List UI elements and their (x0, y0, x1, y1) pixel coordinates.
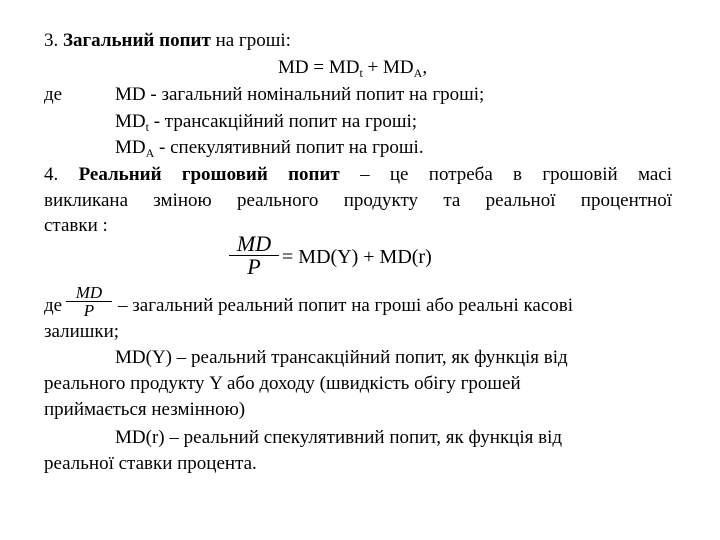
definition-mdt-sub: t (145, 120, 149, 134)
definition-real-demand: – загальний реальний попит на гроші або реальні касові (118, 295, 574, 316)
definition-mdy-line-2: реального продукту Y або доходу (швидкість обігу грошей (44, 373, 521, 394)
inline-fraction (66, 284, 112, 319)
definition-mdt (115, 110, 417, 134)
formula-md-total (278, 56, 427, 80)
section-4-line-3: ставки : (44, 215, 108, 236)
section-3-heading (44, 29, 291, 53)
section-4-title: Реальний грошовий попит (78, 164, 340, 185)
inline-fraction-denominator: P (83, 301, 95, 320)
section-4-line-2: викликана зміною реального продукту та реальної процентної (44, 190, 672, 211)
definition-mdt-prefix: MD (115, 111, 146, 132)
formula-real-fraction (229, 233, 279, 278)
where-label-2: де (44, 295, 63, 316)
definition-md: MD - загальний номінальний попит на гроші; (115, 84, 485, 105)
definition-mdr-line-2: реальної ставки процента. (44, 453, 257, 474)
definition-mdt-text: - трансакційний попит на гроші; (148, 111, 418, 132)
inline-fraction-numerator: MD (75, 283, 103, 302)
section-3-title: Загальний попит (63, 30, 211, 51)
definition-mda (115, 136, 424, 160)
definition-mda-sub: A (145, 146, 155, 160)
section-4-number: 4. (44, 164, 59, 185)
section-3-number: 3. (44, 30, 59, 51)
where-label-1: де (44, 84, 63, 105)
definition-mda-prefix: MD (115, 137, 146, 158)
formula-md-lhs: MD = MD (278, 57, 360, 78)
definition-mdy-line-3: приймається незмінною) (44, 399, 246, 420)
section-3-title-rest: на гроші: (215, 30, 291, 51)
formula-md-plus: + MD (362, 57, 414, 78)
section-4-line-1 (44, 163, 672, 187)
section-4-line-1-rest: – це потреба в грошовій масі (360, 164, 673, 185)
fraction-numerator: MD (236, 231, 272, 256)
definition-real-demand-cont: залишки; (44, 321, 120, 342)
formula-sub-a: A (413, 66, 423, 80)
definition-mdr-line-1: MD(r) – реальний спекулятивний попит, як функція від (115, 427, 563, 448)
formula-comma: , (422, 57, 428, 78)
formula-sub-t: t (359, 66, 363, 80)
fraction-denominator: P (247, 254, 261, 279)
formula-real-rhs: = MD(Y) + MD(r) (282, 246, 432, 268)
definition-mda-text: - спекулятивний попит на гроші. (154, 137, 424, 158)
definition-mdy-line-1: MD(Y) – реальний трансакційний попит, як функція від (115, 347, 568, 368)
